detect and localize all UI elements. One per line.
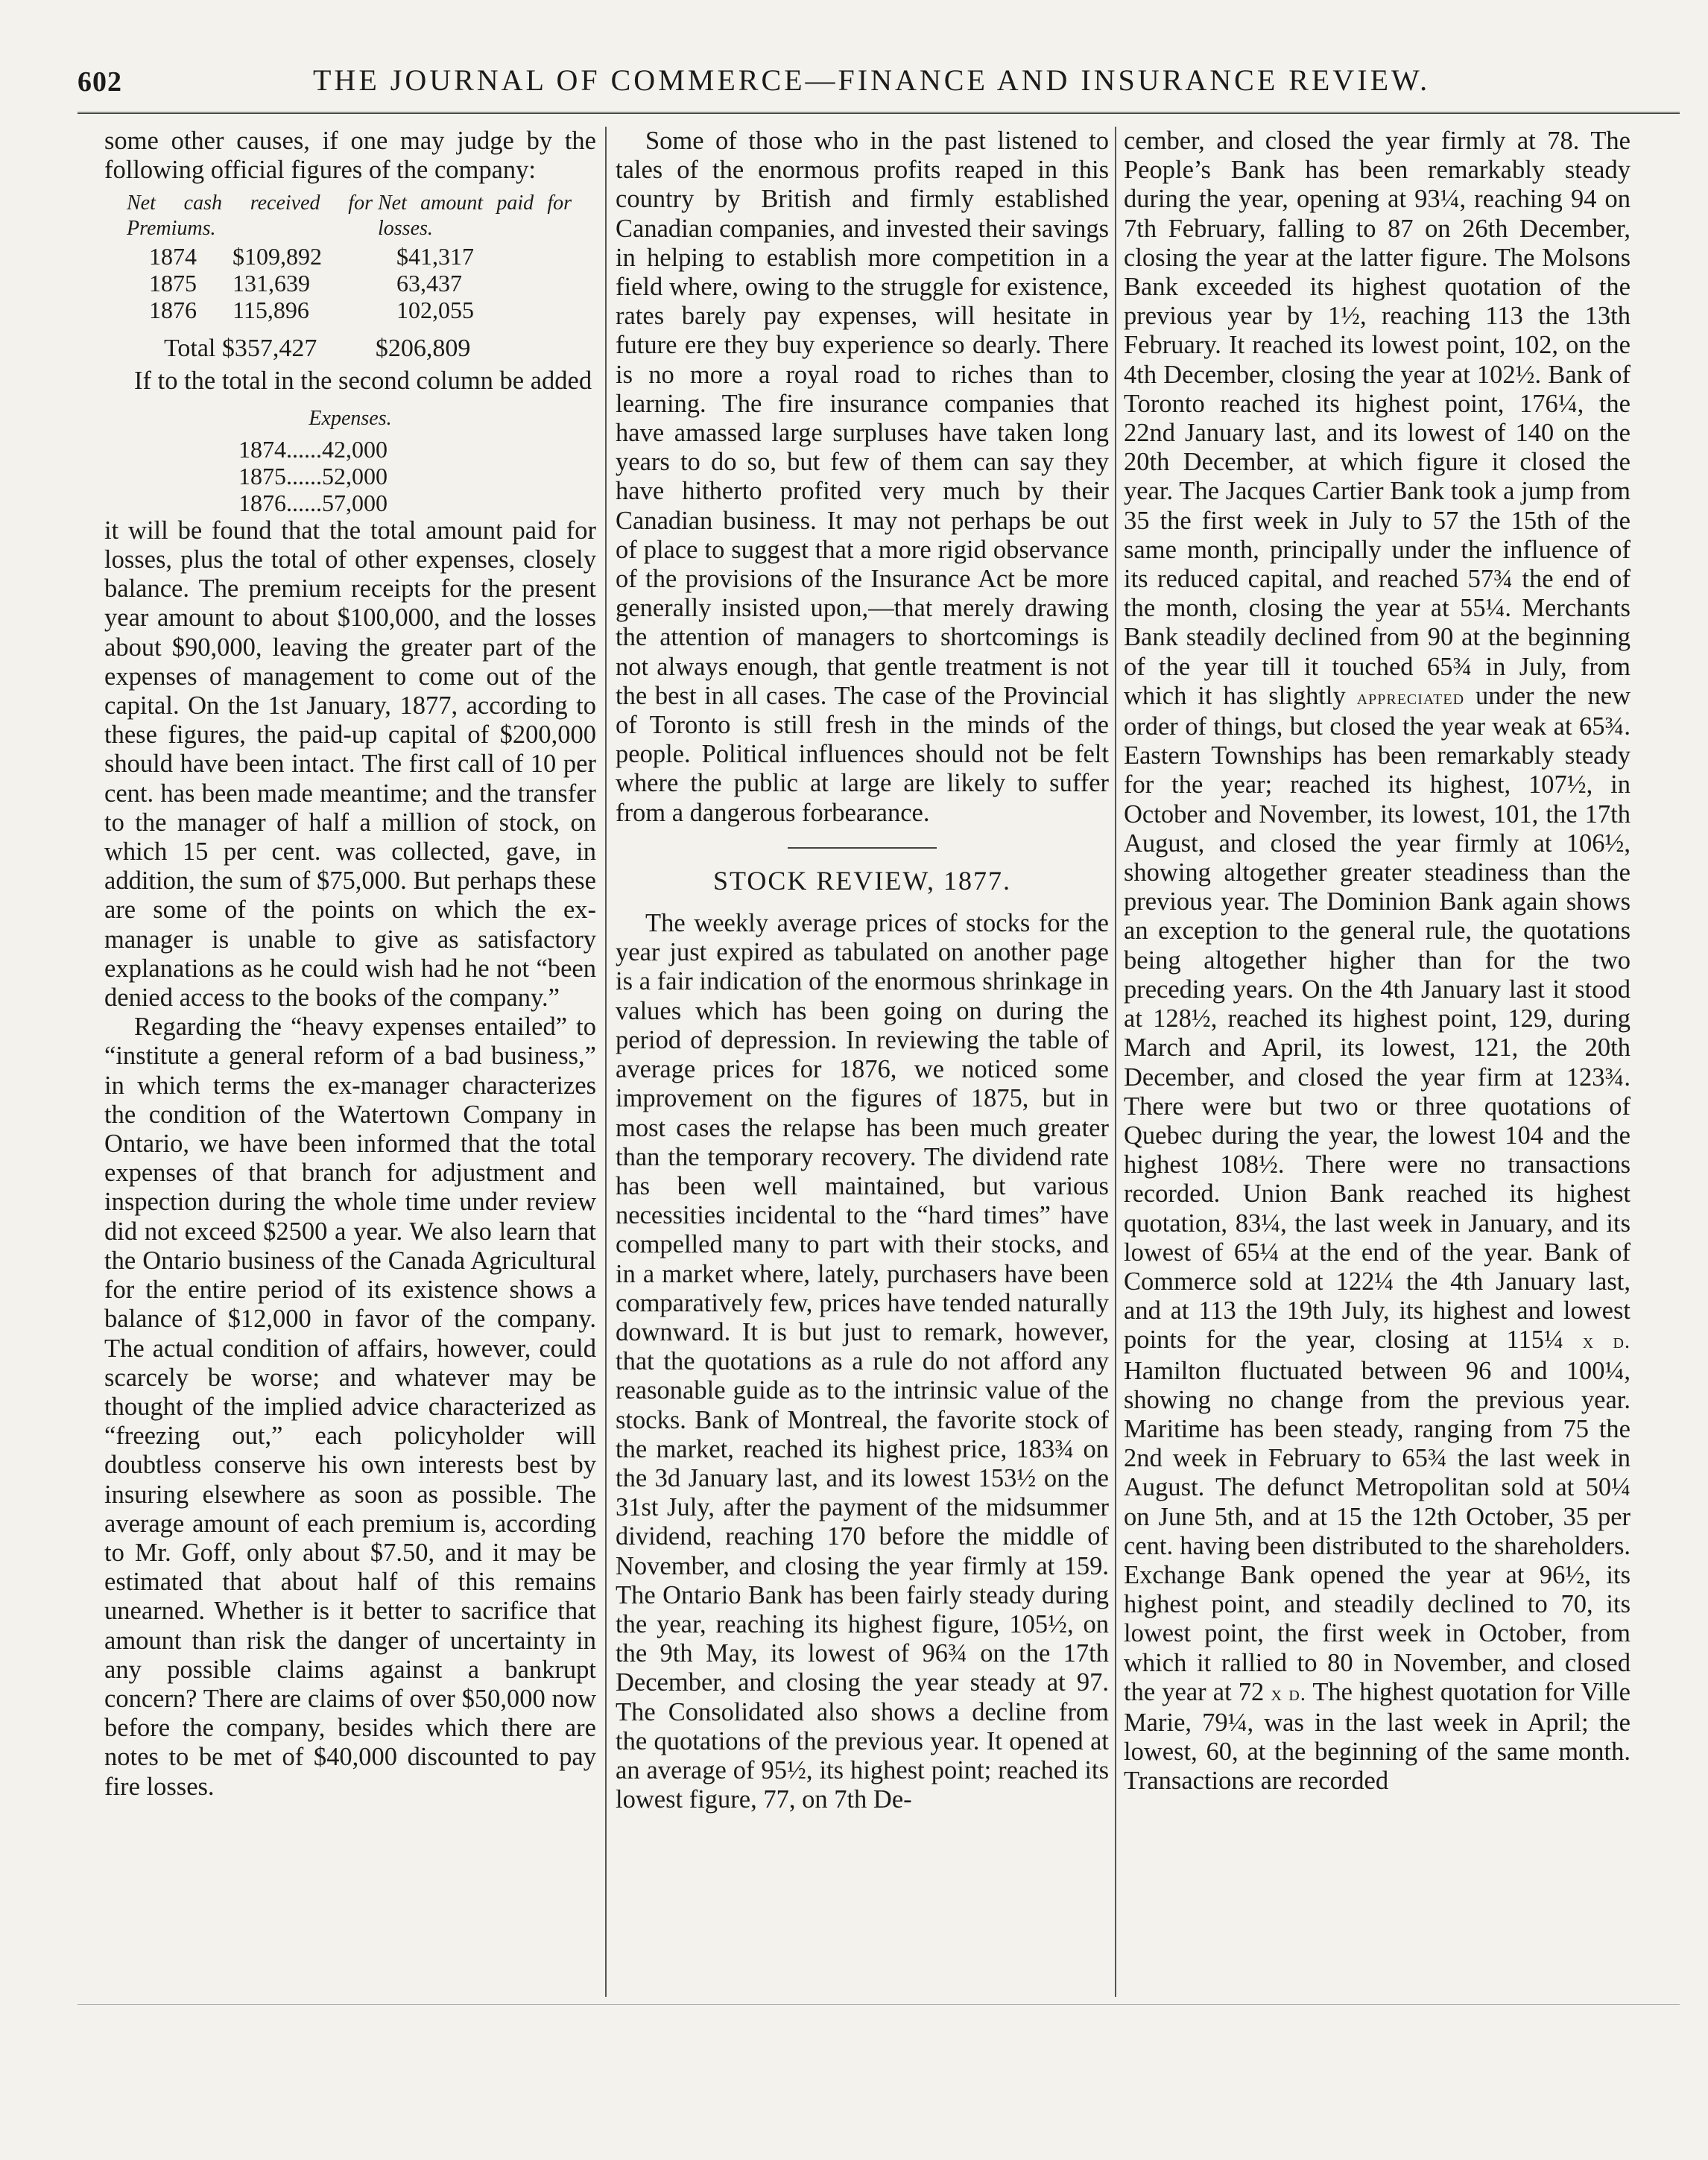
page-number: 602 (78, 66, 122, 98)
text-run: Hamilton fluctuated between 96 and 100¼, showing no change from the previous year. Maritime has been steady, ranging from 75 the 2nd week in February to 65¾ the last week in August. The defunct Metropolitan sold at 50¼ on June 5th, and at 15 the 12th October, 35 per cent. having been distributed to the shareholders. Exchange Bank opened the year at 96½, its highest point, and steadily declined to 70, its lowest point, the first week in October, from which it rallied to 80 in November, and closed the year at 72 (1124, 1356, 1630, 1706)
column-divider (605, 127, 607, 1997)
figures-table-header (104, 191, 596, 241)
paragraph: some other causes, if one may judge by the following official figures of the company: (104, 127, 596, 185)
column-2 (616, 127, 1109, 1997)
table-cell-year: 1874 (149, 243, 197, 270)
running-head: THE JOURNAL OF COMMERCE—FINANCE AND INSURANCE REVIEW. (313, 63, 1431, 97)
paragraph (1124, 127, 1630, 1796)
column-divider (1115, 127, 1116, 1997)
expenses-amount: 52,000 (322, 462, 388, 490)
text-run: cember, and closed the year firmly at 78. The People’s Bank has been remarkably steady during the year, opening at 93¼, reaching 94 on 7th February, falling to 87 on 26th December, closing the year at the latter figure. The Molsons Bank exceeded its highest quotation of the previous year by 1½, reaching 113 the 13th February. It reached its lowest point, 102, on the 4th December, closing the year at 102½. Bank of Toronto reached its highest point, 176¼, the 22nd January last, and its lowest of 140 on the 20th December, at which figure it closed the year. The Jacques Cartier Bank took a jump from 35 the first week in July to 57 the 15th of the same month, principally under the influence of its reduced capital, and reached 57¾ the end of the month, closing the year at 55¼. Merchants Bank steadily declined from 90 at the beginning of the year till it touched 65¾ in July, from which it has slightly (1124, 127, 1630, 710)
table-cell-losses: 63,437 (396, 270, 462, 297)
paragraph: The weekly average prices of stocks for the year just expired as tabulated on another page is a fair indication of the enormous shrinkage in values which has been going on during the period of depression. In reviewing the table of average prices for 1876, we noticed some improvement on the figures of 1875, but in most cases the relapse has been much greater than the temporary recovery. The dividend rate has been well maintained, but various necessities incidental to the “hard times” have compelled many to part with their stocks, and in a market where, lately, purchasers have been comparatively few, prices have tended naturally downward. It is but just to remark, however, that the quotations as a rule do not afford any reasonable guide as to the intrinsic value of the stocks. Bank of Montreal, the favorite stock of the market, reached its highest price, 183¾ on the 3d January last, and its lowest 153½ on the 31st July, after the payment of the midsummer dividend, reaching 170 before the middle of November, and closing the year firmly at 159. The Ontario Bank has been fairly steady during the year, reaching its highest figure, 105½, on the 9th May, its lowest of 96¾ on the 17th December, and closing the year steady at 97. The Consolidated also shows a decline from the quotations of the previous year. It opened at an average of 95½, its highest point; reached its lowest figure, 77, on 7th De- (616, 909, 1109, 1814)
expenses-row: 1876......57,000 (238, 489, 388, 516)
paragraph: If to the total in the second column be added (134, 367, 592, 396)
ex-dividend-mark: x d. (1582, 1330, 1630, 1354)
paragraph: Regarding the “heavy expenses entailed” to “institute a general reform of a bad business,” in which terms the ex-manager characterizes the condition of the Watertown Company in Ontario, we have been informed that the total expenses of that branch for adjustment and inspection during the whole time under review did not exceed $2500 a year. We also learn that the Ontario business of the Canada Agricultural for the entire period of its existence shows a balance of $12,000 in favor of the company. The actual condition of affairs, however, could scarcely be worse; and whatever may be thought of the implied advice characterized as “freezing out,” each policyholder will doubtless conserve his own interests best by insuring elsewhere as soon as possible. The average amount of each premium is, according to Mr. Goff, only about $7.50, and it may be estimated that about half of this remains unearned. Whether is it better to sacrifice that amount than risk the danger of uncertainty in any possible claims against a bankrupt concern? There are claims of over $50,000 now before the company, besides which there are notes to be met of $40,000 discounted to pay fire losses. (104, 1013, 596, 1801)
table-total-row (164, 334, 596, 364)
header-rule (78, 112, 1680, 114)
table-cell-premiums: 131,639 (233, 270, 310, 297)
page-bottom-edge (78, 2004, 1680, 2005)
table-cell-year: 1876 (149, 297, 197, 324)
table-cell-premiums: $109,892 (233, 243, 322, 270)
table-head-losses: Net amount paid for losses. (378, 191, 572, 241)
text-run: under the new order of things, but closed the year weak at 65¾. Eastern Townships has been remarkably steady for the year; reached its highest, 107½, in October and November, its lowest, 101, the 17th August, and closed the year firmly at 106½, showing altogether greater steadiness than the previous year. The Dominion Bank again shows an exception to the general rule, the quotations being altogether higher than for the two preceding years. On the 4th January last it stood at 128½, reached its highest point, 129, during March and April, its lowest, 121, the 20th December, and closed the year firm at 123¾. There were but two or three quotations of Quebec during the year, the lowest 104 and the highest 108½. There were no transactions recorded. Union Bank reached its highest quotation, 83¼, the last week in January, and its lowest of 65¼ at the end of the year. Bank of Commerce sold at 122¼ the 4th January last, and at 113 the 19th July, its highest and lowest points for the year, closing at 115¼ (1124, 681, 1630, 1355)
text-run: The highest quotation for Ville Marie, 79¼, was in the last week in April; the lowest, 60, at the beginning of the same month. Transactions are recorded (1124, 1677, 1630, 1796)
expenses-year: 1875 (238, 462, 286, 490)
expenses-amount: 57,000 (322, 489, 388, 516)
section-divider (788, 847, 937, 849)
table-cell-year: 1875 (149, 270, 197, 297)
total-premiums: $357,427 (221, 335, 317, 363)
expenses-row: 1874......42,000 (238, 435, 388, 463)
small-caps-word: appreciated (1356, 685, 1465, 709)
table-cell-premiums: 115,896 (233, 297, 309, 324)
table-head-premiums: Net cash received for Premiums. (127, 191, 373, 241)
paragraph: Some of those who in the past listened to tales of the enormous profits reaped in this country by British and firmly established Canadian companies, and invested their savings in helping to establish more competition in a field where, owing to the struggle for existence, rates barely pay expenses, will hesitate in future ere they buy experience so dearly. There is no more a royal road to riches than to learning. The fire insurance companies that have amassed large surpluses have taken long years to do so, but few of them can say they have hitherto profited very much by their Canadian business. It may not perhaps be out of place to suggest that a more rigid observance of the provisions of the Insurance Act be more generally insisted upon,—that merely drawing the attention of managers to shortcomings is not always enough, that gentle treatment is not the best in all cases. The case of the Provincial of Toronto is still fresh in the minds of the people. Political influences should not be felt where the public at large are likely to suffer from a dangerous forbearance. (616, 127, 1109, 827)
table-row (104, 297, 596, 323)
paragraph: it will be found that the total amount paid for losses, plus the total of other expenses, closely balance. The premium receipts for the present year amount to about $100,000, and the losses about $90,000, leaving the greater part of the expenses of management to come out of the capital. On the 1st January, 1877, according to these figures, the paid-up capital of $200,000 should have been intact. The first call of 10 per cent. has been made meantime; and the transfer to the manager of half a million of stock, on which 15 per cent. was collected, gave, in addition, the sum of $75,000. But perhaps these are some of the points on which the ex-manager is unable to give as satisfactory explanations as he could wish had he not “been denied access to the books of the company.” (104, 516, 596, 1013)
total-label: Total (164, 335, 216, 363)
expenses-year: 1876 (238, 489, 286, 516)
table-row (104, 243, 596, 270)
expenses-row: 1875......52,000 (238, 462, 388, 490)
table-row (104, 270, 596, 297)
table-cell-losses: 102,055 (396, 297, 474, 324)
table-cell-losses: $41,317 (396, 243, 474, 270)
column-3 (1124, 127, 1630, 1997)
expenses-amount: 42,000 (322, 435, 388, 463)
ex-dividend-mark: x d. (1271, 1682, 1306, 1705)
expenses-year: 1874 (238, 435, 286, 463)
total-losses: $206,809 (375, 335, 471, 363)
expenses-title: Expenses. (309, 406, 392, 430)
column-1 (104, 127, 596, 1997)
section-title: STOCK REVIEW, 1877. (712, 865, 1012, 896)
